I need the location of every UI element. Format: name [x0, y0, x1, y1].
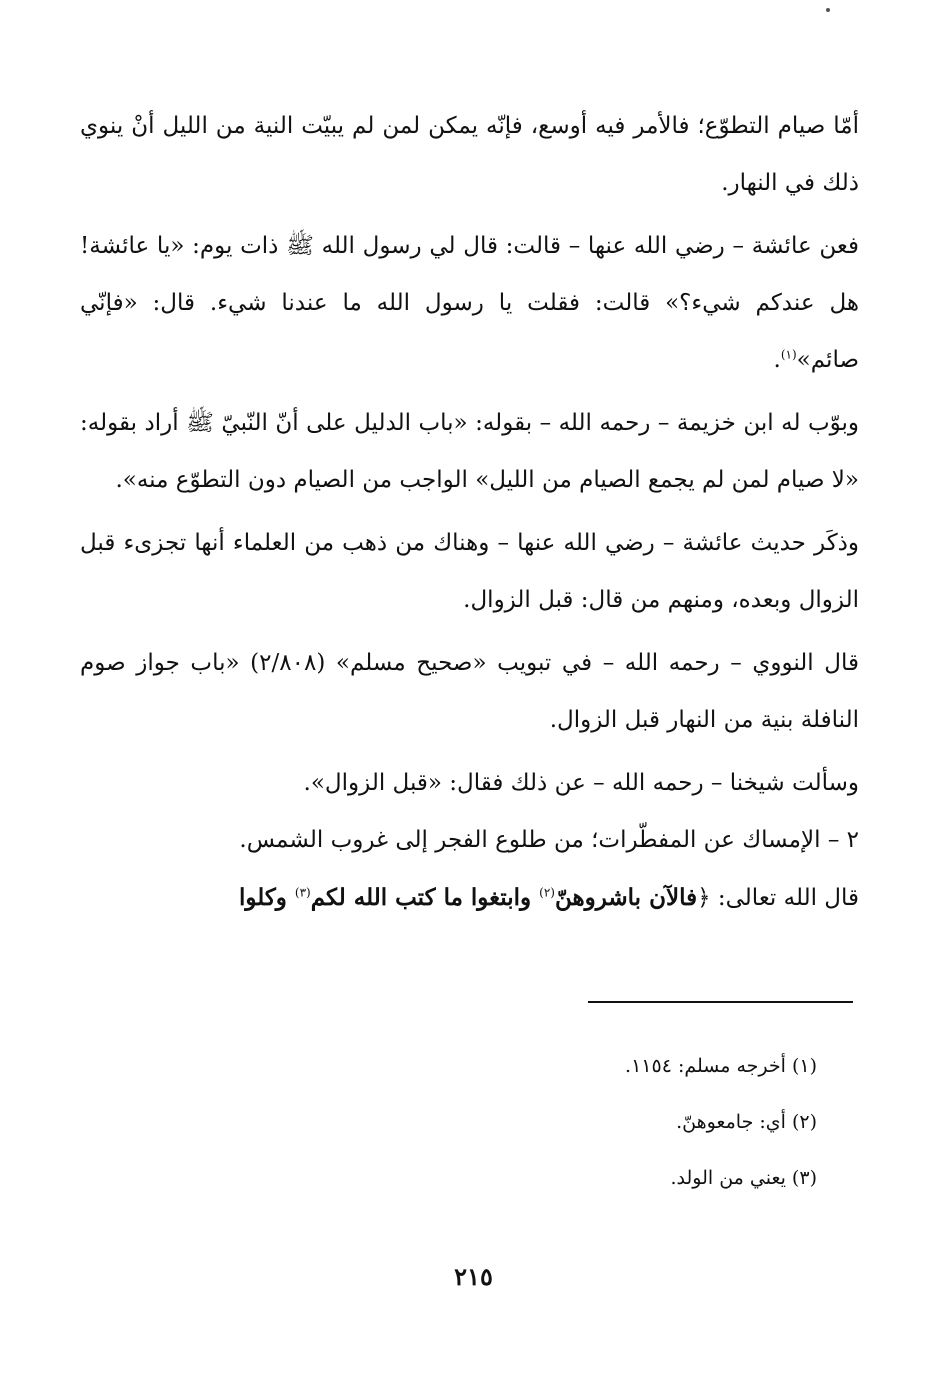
- paragraph-aisha-hadith: [80, 218, 859, 389]
- paragraph-scholars-opinion: وذكَر حديث عائشة – رضي الله عنها – وهناك من ذهب من العلماء أنها تجزىء قبل الزوال وبعده، ومنهم من قال: قبل الزوال.: [80, 530, 859, 613]
- footnotes: [120, 1038, 817, 1206]
- footnote-2: (٢) أي: جامعوهنّ.: [676, 1111, 817, 1133]
- footnote-3: (٣) يعني من الولد.: [670, 1167, 817, 1189]
- verse-part-3: وكلوا: [238, 884, 295, 911]
- paragraph-aisha-hadith-text: فعن عائشة – رضي الله عنها – قالت: قال لي رسول الله ﷺ ذات يوم: «يا عائشة! هل عندكم شيء؟» قالت: فقلت يا رسول الله ما عندنا شيء. قال: «فإنّي صائم»: [80, 233, 859, 373]
- paragraph-nawawi: قال النووي – رحمه الله – في تبويب «صحيح مسلم» (٢/٨٠٨) «باب جواز صوم النافلة بنية من النهار قبل الزوال.: [80, 650, 859, 733]
- verse-intro: قال الله تعالى: ﴿: [697, 885, 859, 911]
- paragraph-point-two: ٢ – الإمساك عن المفطّرات؛ من طلوع الفجر إلى غروب الشمس.: [239, 827, 859, 853]
- corner-mark: [826, 8, 830, 12]
- paragraph-voluntary-fasting: أمّا صيام التطوّع؛ فالأمر فيه أوسع، فإنّه يمكن لمن لم يبيّت النية من الليل أنْ ينوي ذلك في النهار.: [80, 113, 859, 196]
- paragraph-end-mark: .: [773, 347, 781, 373]
- footnote-divider: [588, 1001, 853, 1003]
- paragraph-ibn-khuzaymah: وبوّب له ابن خزيمة – رحمه الله – بقوله: «باب الدليل على أنّ النّبيّ ﷺ أراد بقوله: «لا صيام لمن لم يجمع الصيام من الليل» الواجب من الصيام دون التطوّع منه».: [80, 410, 859, 493]
- paragraph-quran-verse: [80, 869, 859, 927]
- footnote-ref-1[interactable]: (١): [780, 347, 797, 362]
- main-text: [80, 98, 859, 927]
- page-number: ٢١٥: [454, 1262, 493, 1291]
- verse-part-2: وابتغوا ما كتب الله لكم: [310, 884, 540, 911]
- footnote-ref-2[interactable]: (٢): [539, 885, 555, 900]
- paragraph-shaykh-answer: وسألت شيخنا – رحمه الله – عن ذلك فقال: «قبل الزوال».: [303, 770, 859, 796]
- verse-part-1: فالآن باشروهنّ: [554, 884, 698, 911]
- footnote-ref-3[interactable]: (٣): [294, 885, 311, 900]
- footnote-1: (١) أخرجه مسلم: ١١٥٤.: [625, 1055, 817, 1077]
